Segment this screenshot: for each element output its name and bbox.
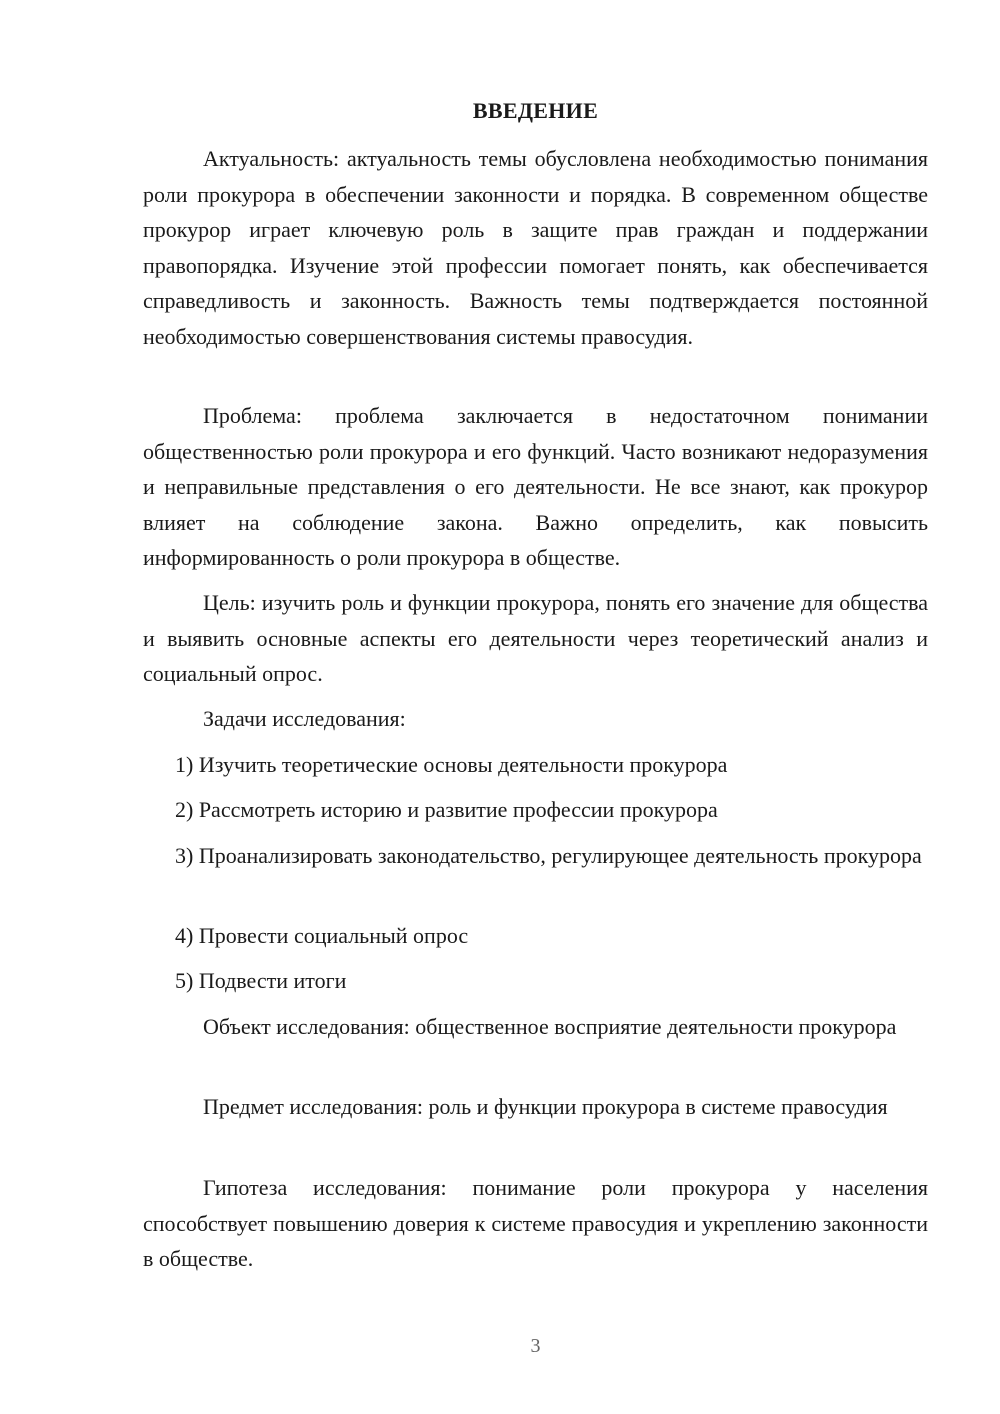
page-number: 3: [530, 1335, 541, 1357]
tasks-heading: Задачи исследования:: [203, 706, 406, 731]
hypothesis-paragraph: Гипотеза исследования: понимание роли прокурора у населения способствует повышению доверия к системе правосудия и укреплению законности в обществе.: [143, 1175, 928, 1271]
goal-paragraph: Цель: изучить роль и функции прокурора, понять его значение для общества и выявить основные аспекты его деятельности через теоретический анализ и социальный опрос.: [143, 590, 928, 686]
relevance-paragraph: Актуальность: актуальность темы обусловлена необходимостью понимания роли прокурора в обеспечении законности и порядка. В современном обществе прокурор играет ключевую роль в защите прав граждан и поддержании правопорядка. Изучение этой профессии помогает понять, как обеспечивается справедливость и законность. Важность темы подтверждается постоянной необходимостью совершенствования системы правосудия.: [143, 146, 928, 349]
subject-paragraph: Предмет исследования: роль и функции прокурора в системе правосудия: [203, 1094, 888, 1119]
task-item-2: 2) Рассмотреть историю и развитие профессии прокурора: [175, 797, 718, 822]
task-item-3: 3) Проанализировать законодательство, регулирующее деятельность прокурора: [175, 843, 922, 868]
task-item-4: 4) Провести социальный опрос: [175, 923, 469, 948]
task-item-5: 5) Подвести итоги: [175, 968, 347, 993]
object-paragraph: Объект исследования: общественное восприятие деятельности прокурора: [203, 1014, 897, 1039]
problem-paragraph: Проблема: проблема заключается в недостаточном понимании общественностью роли прокурора и его функций. Часто возникают недоразумения и неправильные представления о его деятельности. Не все знают, как прокурор влияет на соблюдение закона. Важно определить, как повысить информированность о роли прокурора в обществе.: [143, 403, 928, 570]
task-item-1: 1) Изучить теоретические основы деятельности прокурора: [175, 752, 728, 777]
page-title: ВВЕДЕНИЕ: [472, 98, 599, 123]
